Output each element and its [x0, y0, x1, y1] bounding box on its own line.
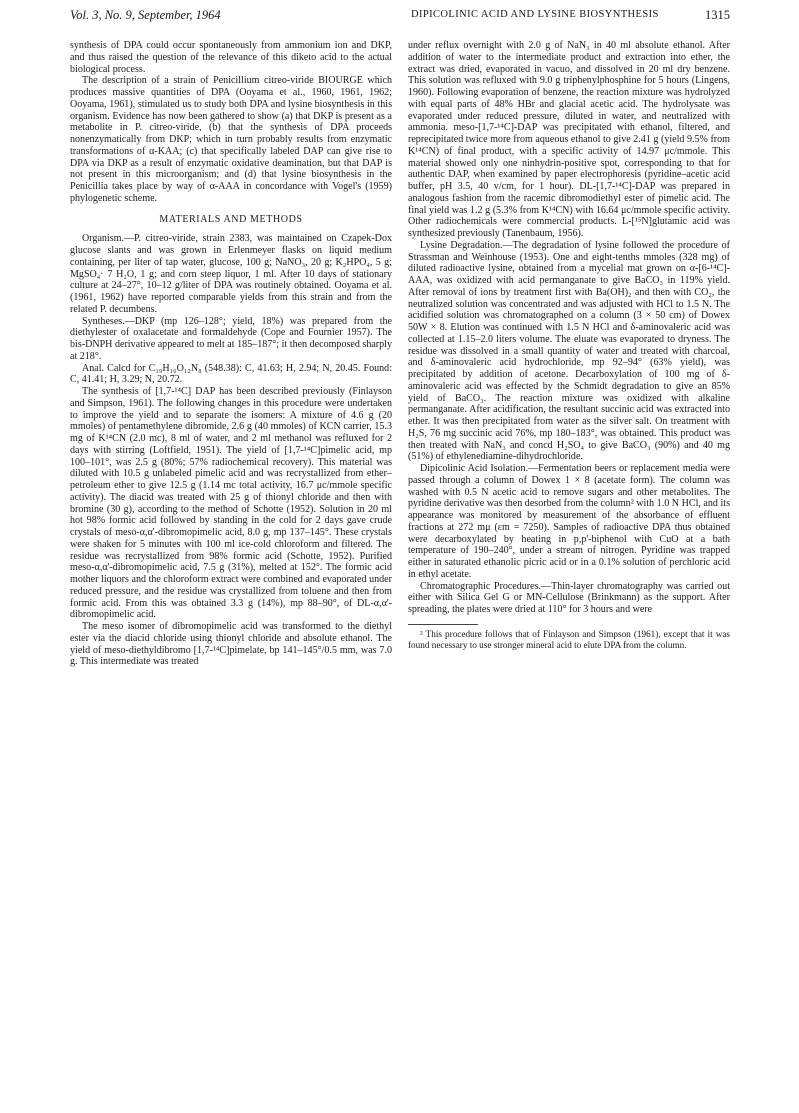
footnote-divider	[408, 624, 478, 625]
paragraph-dpa-isolation: Dipicolinic Acid Isolation.—Fermentation beers or replacement media were passed through a column of Dowex 1 × 8 (acetate form). The column was washed with 0.5 N acetic acid to remove sugars and other metabolites. The pyridine derivative was then desorbed from the column² with 1.0 N HCl, and its appearance was monitored by measurement of the absorbance of effluent fractions at 272 mμ (εm = 7250). Samples of radioactive DPA thus obtained were decarboxylated by heating in p,p'-biphenol with CuO at a bath temperature of 190–240°, under a stream of nitrogen. Pyridine was trapped either in saturated ethanolic picric acid or in a 0.1% solution of perchloric acid in ethyl acetate.	[408, 463, 730, 580]
left-column	[70, 40, 392, 668]
running-header	[70, 8, 730, 30]
journal-issue: Vol. 3, No. 9, September, 1964	[70, 8, 221, 22]
paragraph: The meso isomer of dibromopimelic acid was transformed to the diethyl ester via the diacid chloride using thionyl chloride and absolute ethanol. The yield of meso-diethyldibromo [1,7-¹⁴C]pimelate, bp 141–145°/0.5 mm, was 7.0 g. This intermediate was treated	[70, 621, 392, 668]
right-column	[408, 40, 730, 650]
paragraph-syntheses: Syntheses.—DKP (mp 126–128°; yield, 18%) was prepared from the diethylester of oxalacetate and formaldehyde (Cope and Fournier 1957). The bis-DNPH derivative appeared to melt at 185–187°; it then decomposed sharply at 218°.	[70, 315, 392, 362]
paragraph: synthesis of DPA could occur spontaneously from ammonium ion and DKP, and thus raised the question of the relevance of this diketo acid to the actual biological process.	[70, 40, 392, 75]
paragraph-analysis: Anal. Calcd for C₁₉H₁₆O₁₂N₈ (548.38): C, 41.63; H, 2.94; N, 20.45. Found: C, 41.41; H, 3.29; N, 20.72.	[70, 362, 392, 386]
footnote: ² This procedure follows that of Finlayson and Simpson (1961), except that it was found necessary to use stronger mineral acid to elute DPA from the column.	[408, 628, 730, 650]
page-number: 1315	[705, 8, 730, 22]
paragraph-chromatography: Chromatographic Procedures.—Thin-layer chromatography was carried out either with Silica Gel G or MN-Cellulose (Brinkmann) as the support. After spreading, the plates were dried at 110° for 3 hours and were	[408, 580, 730, 615]
paragraph-lysine-degradation: Lysine Degradation.—The degradation of lysine followed the procedure of Strassman and Weinhouse (1953). One and eight-tenths mmoles (328 mg) of diluted radioactive lysine, obtained from a mycelial mat grown on α-[6-¹⁴C]-AAA, was oxidized with acid permanganate to give BaCO₃ in 119% yield. After removal of ions by treatment first with Ba(OH)₂ and then with CO₂, the neutralized solution was concentrated and was adjusted with HCl to 1.5 N. The acidified solution was chromatographed on a column (3 × 50 cm) of Dowex 50W × 8. Elution was continued with 1.5 N HCl and δ-aminovaleric acid was collected at 1.15–2.0 liters volume. The eluate was evaporated to dryness. The residue was dissolved in a small quantity of water and treated with charcoal, and δ-aminovaleric acid hydrochloride, mp 92–94° (63% yield), was precipitated by addition of acetone. Decarboxylation of 100 mg of δ-aminovaleric acid was effected by the Schmidt degradation to give an 85% yield of BaCO₃. The reaction mixture was oxidized with alkaline permanganate. After acidification, the resultant succinic acid was extracted into ether. It was then precipitated from water as the silver salt. On treatment with H₂S, 76 mg succinic acid 76%, mp 180–183°, was obtained. This product was then treated with NaN₃ and concd H₂SO₄ to give BaCO₃ (90%) and 40 mg (51%) of ethylenediamine-dihydrochloride.	[408, 239, 730, 463]
section-heading: MATERIALS AND METHODS	[159, 213, 303, 225]
paragraph-organism: Organism.—P. citreo-viride, strain 2383, was maintained on Czapek-Dox glucose slants and was grown in Erlenmeyer flasks on liquid medium containing, per liter of tap water, glucose, 100 g; NaNO₃, 20 g; K₂HPO₄, 5 g; MgSO₄· 7 H₂O, 1 g; and corn steep liquor, 1 ml. After 10 days of stationary culture at 24–27°, 10–12 g/liter of DPA was routinely obtained. Ooyama et al. (1961, 1962) have reported comparable yields from this strain and from the related P. decumbens.	[70, 233, 392, 315]
running-title: DIPICOLINIC ACID AND LYSINE BIOSYNTHESIS	[411, 9, 659, 20]
paragraph: under reflux overnight with 2.0 g of NaN₃ in 40 ml absolute ethanol. After addition of water to the intermediate product and extraction into ether, the extract was dried, evaporated in vacuo, and dissolved in 20 ml dry benzene. This solution was refluxed with 9.0 g triphenylphosphine for 5 hours (Lingens, 1960). Following evaporation of benzene, the reaction mixture was hydrolyzed with equal parts of 48% HBr and glacial acetic acid. The hydrolysate was evaporated under reduced pressure, diluted in water, and neutralized with ammonia. meso-[1,7-¹⁴C]-DAP was precipitated with ethanol, filtered, and reprecipitated twice more from aqueous ethanol to give 2.41 g (yield 9.5% from K¹⁴CN) of final product, with a specific activity of 14.97 μc/mmole. This material showed only one ninhydrin-positive spot, corresponding to that for authentic DAP, when examined by paper electrophoresis (pyridine–acetic acid buffer, pH 3.5, 40 v/cm, for 1 hour). DL-[1,7-¹⁴C]-DAP was prepared in analogous fashion from the racemic dibromodiethyl ester of pimelic acid. The final yield was 1.2 g (5.3% from K¹⁴CN) with 16.64 μc/mmole specific activity. Other radiochemicals were commercial products. L-[¹⁵N]glutamic acid was synthesized previously (Tanenbaum, 1956).	[408, 40, 730, 239]
paragraph: The description of a strain of Penicillium citreo-viride BIOURGE which produces massive quantities of DPA (Ooyama et al., 1960, 1961, 1962; Ooyama, 1961), stimulated us to study both DPA and lysine biosynthesis in this organism. Evidence has now been gathered to show (a) that DKP is present as a metabolite in P. citreo-viride, (b) that the synthesis of DPA proceeds nonenzymatically from DKP; which in turn probably results from enzymatic transformations of α-KAA; (c) that specifically labeled DAP can give rise to DPA via DKP as a result of enzymatic oxidative deamination, but that DAP is not present in this microorganism; and (d) that lysine biosynthesis in the Penicillia takes place by way of α-AAA in concordance with Vogel's (1959) phylogenetic scheme.	[70, 75, 392, 204]
paragraph: The synthesis of [1,7-¹⁴C] DAP has been described previously (Finlayson and Simpson, 1961). The following changes in this procedure were undertaken to improve the yield and to separate the isomers: A mixture of 4.6 g (20 mmoles) of pentamethylene dibromide, 2.6 g (40 mmoles) of KCN carrier, 15.3 mg of K¹⁴CN (2.0 mc), 8 ml of water, and 2 ml methanol was refluxed for 2 days with stirring (Loftfield, 1951). The yield of [1,7-¹⁴C]pimelic acid, mp 100–101°, was 2.5 g (80%; 57% radiochemical recovery). This material was diluted with 10.5 g unlabeled pimelic acid and was recrystallized from ether–petroleum ether to give 12.5 g (1.14 mc total activity, 16.7 μc/mmole specific activity). The diacid was treated with 25 g of thionyl chloride and then with bromine (30 g), according to the method of Schotte (1952). Solution in 20 ml hot 98% formic acid followed by standing in the cold for 2 days gave crude crystals of meso-α,α'-dibromopimelic acid, 8.0 g, mp 137–145°. These crystals were shaken for 5 minutes with 100 ml ice-cold chloroform and filtered. The residue was recrystallized from 98% formic acid (Schotte, 1952). Purified meso-α,α'-dibromopimelic acid, 7.5 g (31%), melted at 152°. The formic acid mother liquors and the chloroform extract were combined and evaporated under reduced pressure, and the residue was crystallized from toluene and then from formic acid. From this was obtained 3.3 g (14%), mp 88–90°, of DL-α,α'-dibromopimelic acid.	[70, 386, 392, 621]
